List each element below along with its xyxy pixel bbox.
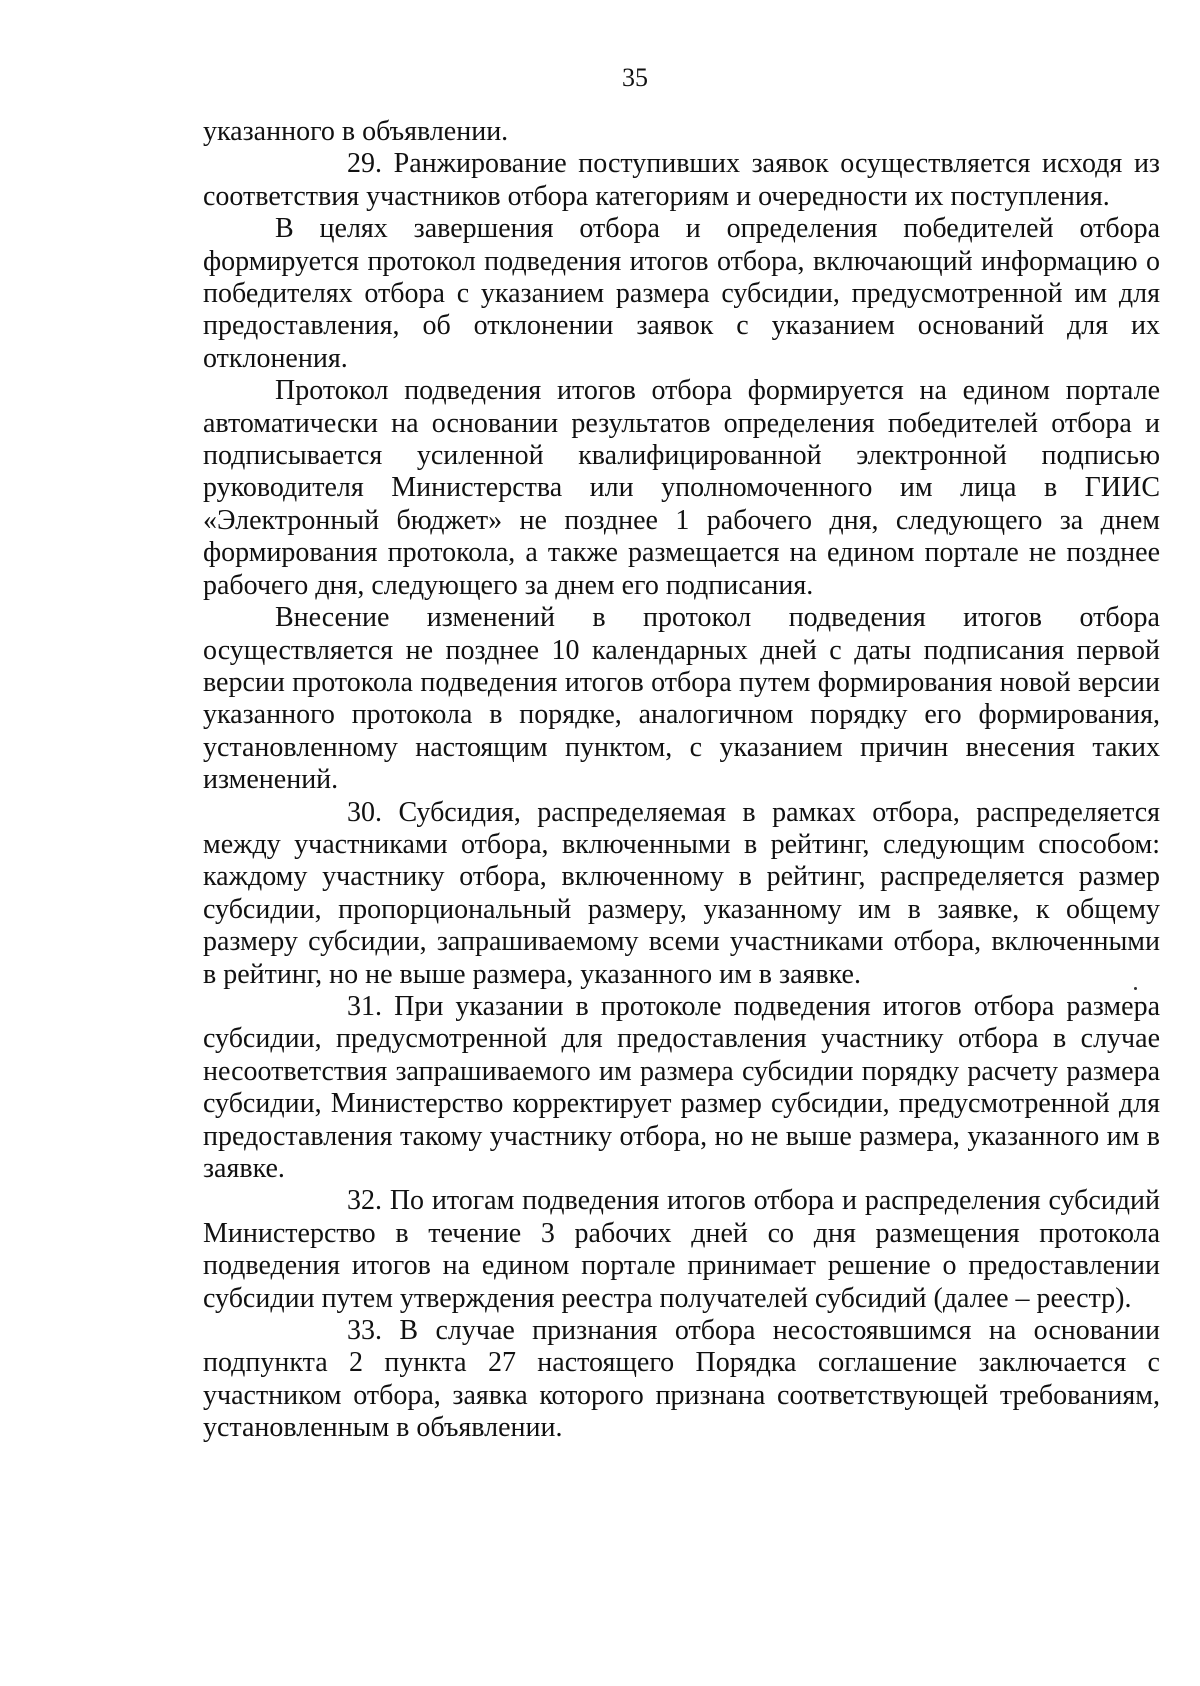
page-number: 35 [622, 63, 648, 92]
paragraph-text: Внесение изменений в протокол подведения итогов отбора осуществляется не позднее 10 календарных дней с даты подписания первой версии протокола подведения итогов отбора путем формирования новой версии указанного протокола в порядке, аналогичном порядку его формирования, установленному настоящим пунктом, с указанием причин внесения таких изменений. [203, 602, 1160, 796]
paragraph-continuation [203, 116, 1160, 148]
paragraph-text: При указании в протоколе подведения итогов отбора размера субсидии, предусмотренной для предоставления участнику отбора в случае несоответствия запрашиваемого им размера субсидии порядку расчету размера субсидии, Министерство корректирует размер субсидии, предусмотренной для предоставления такому участнику отбора, но не выше размера, указанного им в заявке. [203, 990, 1161, 1184]
paragraph-32 [203, 1185, 1160, 1315]
paragraph-protocol-changes [203, 602, 1160, 796]
paragraph-text: Протокол подведения итогов отбора формируется на едином портале автоматически на основании результатов определения победителей отбора и подписывается усиленной квалифицированной электронной подписью руководителя Министерства или уполномоченного им лица в ГИИС «Электронный бюджет» не позднее 1 рабочего дня, следующего за днем формирования протокола, а также размещается на едином портале не позднее рабочего дня, следующего за днем его подписания. [203, 375, 1160, 601]
paragraph-text: Субсидия, распределяемая в рамках отбора, распределяется между участниками отбора, включенными в рейтинг, следующим способом: каждому участнику отбора, включенному в рейтинг, распределяется размер субсидии, пропорциональный размеру, указанному им в заявке, к общему размеру субсидии, запрашиваемому всеми участниками отбора, включенными в рейтинг, но не выше размера, указанного им в заявке. [203, 796, 1160, 990]
paragraph-text: указанного в объявлении. [203, 116, 509, 147]
paragraph-protocol-signing [203, 375, 1160, 602]
paragraph-number: 31. [347, 990, 382, 1022]
scan-speck [1134, 987, 1137, 990]
document-body [203, 116, 1160, 1445]
paragraph-29 [203, 148, 1160, 213]
paragraph-text: Ранжирование поступивших заявок осуществляется исходя из соответствия участников отбора категориям и очередности их поступления. [203, 148, 1160, 212]
paragraph-protocol-formation [203, 213, 1160, 375]
paragraph-33 [203, 1315, 1160, 1445]
paragraph-text: В случае признания отбора несостоявшимся на основании подпункта 2 пункта 27 настоящего Порядка соглашение заключается с участником отбора, заявка которого признана соответствующей требованиям, установленным в объявлении. [203, 1315, 1160, 1444]
paragraph-number: 33. [347, 1315, 382, 1347]
paragraph-30 [203, 797, 1160, 991]
paragraph-31 [203, 991, 1160, 1185]
paragraph-number: 30. [347, 796, 382, 828]
paragraph-number: 29. [347, 148, 382, 180]
paragraph-number: 32. [347, 1185, 382, 1217]
paragraph-text: По итогам подведения итогов отбора и распределения субсидий Министерство в течение 3 рабочих дней со дня размещения протокола подведения итогов на едином портале принимает решение о предоставлении субсидии путем утверждения реестра получателей субсидий (далее – реестр). [203, 1185, 1161, 1314]
paragraph-text: В целях завершения отбора и определения победителей отбора формируется протокол подведения итогов отбора, включающий информацию о победителях отбора с указанием размера субсидии, предусмотренной им для предоставления, об отклонении заявок с указанием оснований для их отклонения. [203, 213, 1160, 374]
